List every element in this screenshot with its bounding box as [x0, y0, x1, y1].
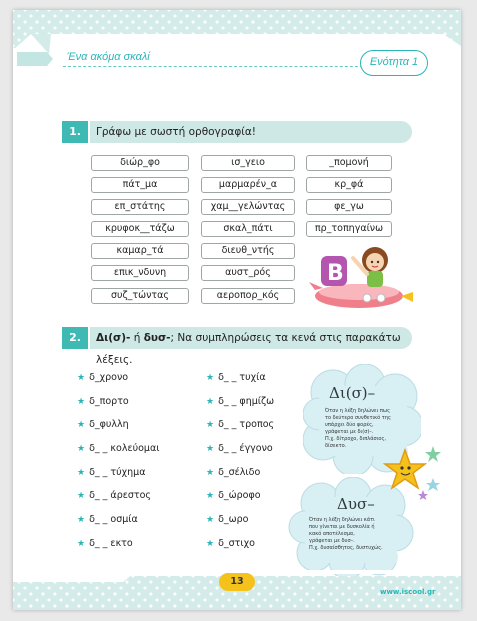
- section-2-number: 2.: [62, 327, 88, 349]
- list-item: ★ δ_φυλλη: [77, 419, 129, 430]
- section-2-instruction: [90, 327, 412, 366]
- star-bullet-icon: ★: [77, 397, 86, 407]
- star-bullet-icon: ★: [77, 539, 86, 549]
- page-title: Ένα ακόμα σκαλί: [67, 51, 150, 63]
- star-bullet-icon: ★: [206, 444, 215, 454]
- list-item: ★ δ_ _ τύχημα: [77, 467, 146, 478]
- star-illustration: [383, 442, 447, 506]
- website-url: www.iscool.gr: [380, 588, 436, 596]
- title-underline: [63, 66, 373, 67]
- word-box: επ_στάτης: [91, 199, 189, 215]
- list-item: ★ δ_σέλιδο: [206, 467, 261, 478]
- note-di-text: Όταν η λέξη δηλώνει πως το δεύτερο συνθετικό της υπάρχει δύο φορές, γράφεται με δι(σ)–. Π.χ. δίτροχο, διπλάσιος, δίσεκτο.: [325, 408, 391, 449]
- word-box: _πομονή: [306, 155, 392, 171]
- list-item: ★ δ_ _ τυχία: [206, 372, 266, 383]
- star-bullet-icon: ★: [206, 397, 215, 407]
- instruction-rest: ; Να συμπληρώσεις τα κενά στις παρακάτω λέξεις.: [96, 332, 401, 366]
- list-item: ★ δ_στιχο: [206, 538, 255, 549]
- list-item: ★ δ_χρονο: [77, 372, 129, 383]
- section-2-header: [62, 327, 412, 366]
- note-dys-text: Όταν η λέξη δηλώνει κάτι που γίνεται με δυσκολία ή κακό αποτέλεσμα, γράφεται με δυσ–. Π.χ. δυσαίσθητος, δυστυχώς.: [309, 517, 383, 551]
- star-bullet-icon: ★: [206, 468, 215, 478]
- star-bullet-icon: ★: [77, 491, 86, 501]
- word-box: φε_γω: [306, 199, 392, 215]
- instruction-prefix-dys: δυσ-: [143, 332, 171, 344]
- list-item: ★ δ_πορτο: [77, 396, 129, 407]
- page-number-badge: 13: [219, 573, 255, 591]
- word-box: συζ_τώντας: [91, 288, 189, 304]
- list-item: ★ δ_ωρο: [206, 514, 249, 525]
- girl-rocket-illustration: [309, 238, 419, 318]
- star-bullet-icon: ★: [77, 515, 86, 525]
- word-box: αεροπορ_κός: [201, 288, 295, 304]
- note-di-title: Δι(σ)–: [329, 384, 376, 402]
- instruction-or: ή: [130, 332, 144, 344]
- word-box: κρυφοκ__τάζω: [91, 221, 189, 237]
- instruction-prefix-di: Δι(σ)-: [96, 332, 131, 344]
- star-bullet-icon: ★: [77, 468, 86, 478]
- word-box: πρ_τοπηγαίνω: [306, 221, 392, 237]
- star-bullet-icon: ★: [77, 373, 86, 383]
- section-1-header: [62, 121, 412, 143]
- list-item: ★ δ_ _ τροπος: [206, 419, 275, 430]
- note-dys-title: Δυσ–: [337, 495, 375, 513]
- list-item: ★ δ_ _ κολεύομαι: [77, 443, 160, 454]
- list-item: ★ δ_ _ εκτο: [77, 538, 133, 549]
- unit-badge: Ενότητα 1: [360, 50, 428, 76]
- star-bullet-icon: ★: [77, 420, 86, 430]
- section-1-number: 1.: [62, 121, 88, 143]
- star-bullet-icon: ★: [206, 420, 215, 430]
- word-box: σκαλ_πάτι: [201, 221, 295, 237]
- word-box: πάτ_μα: [91, 177, 189, 193]
- word-box: ισ_γειο: [201, 155, 295, 171]
- star-bullet-icon: ★: [206, 373, 215, 383]
- list-item: ★ δ_ _ άρεστος: [77, 490, 151, 501]
- word-box: μαρμαρέν_α: [201, 177, 295, 193]
- worksheet-page: [13, 10, 461, 610]
- list-item: ★ δ_ _ έγγονο: [206, 443, 273, 454]
- star-bullet-icon: ★: [206, 491, 215, 501]
- list-item: ★ δ_ _ οσμία: [77, 514, 138, 525]
- word-box: επικ_νδυνη: [91, 265, 189, 281]
- list-item: ★ δ_ _ φημίζω: [206, 396, 275, 407]
- star-bullet-icon: ★: [77, 444, 86, 454]
- word-box: διευθ_ντής: [201, 243, 295, 259]
- title-tab-shape: [17, 50, 53, 68]
- list-item: ★ δ_ώροφο: [206, 490, 261, 501]
- star-bullet-icon: ★: [206, 539, 215, 549]
- star-bullet-icon: ★: [206, 515, 215, 525]
- word-box: αυστ_ρός: [201, 265, 295, 281]
- word-box: χαμ__γελώντας: [201, 199, 295, 215]
- svg-text:B: B: [327, 261, 344, 286]
- section-1-instruction: Γράφω με σωστή ορθογραφία!: [90, 121, 412, 143]
- word-box: διώρ_φο: [91, 155, 189, 171]
- word-box: κρ_φά: [306, 177, 392, 193]
- word-box: καμαρ_τά: [91, 243, 189, 259]
